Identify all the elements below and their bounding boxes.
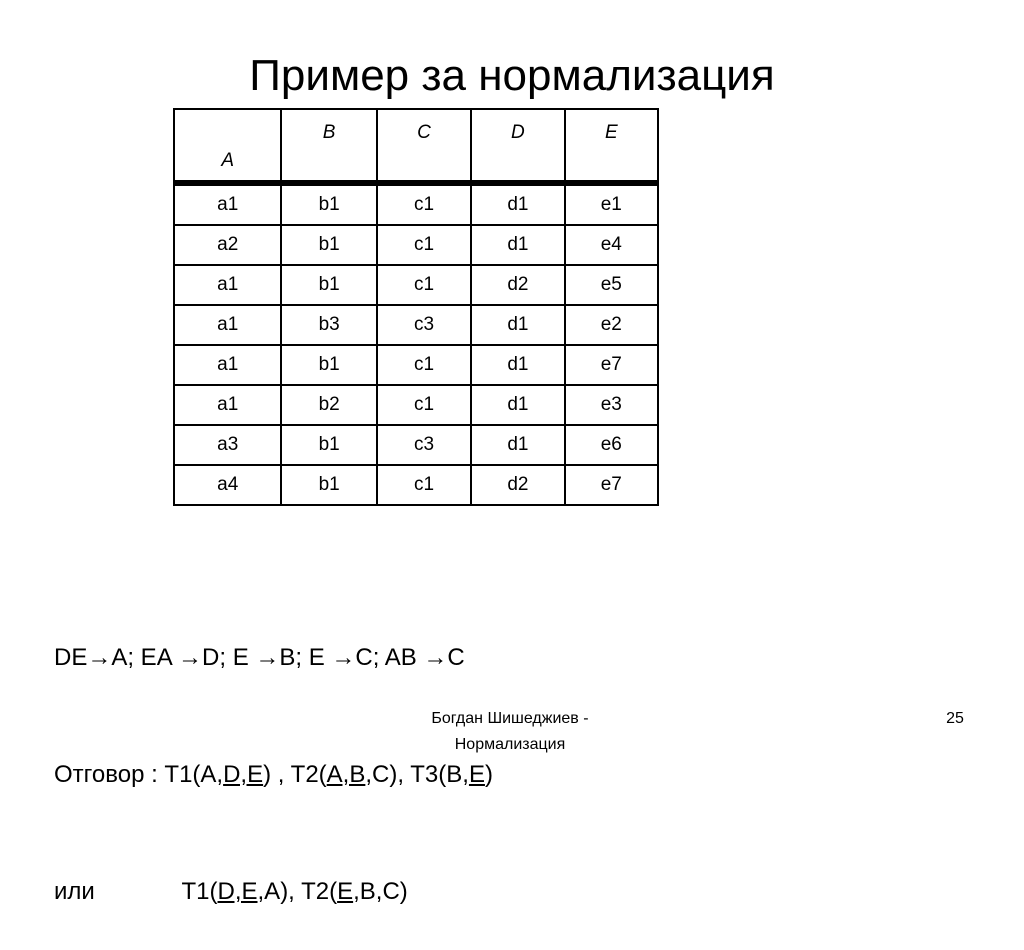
table-cell: e7 — [565, 465, 658, 505]
table-cell: b3 — [281, 305, 376, 345]
table-row — [174, 225, 658, 265]
text-segment: или T1( — [54, 878, 218, 905]
table-cell: b1 — [281, 265, 376, 305]
table-cell: c3 — [377, 425, 471, 465]
column-header-a: A — [174, 109, 281, 183]
text-segment: ,C), T3(B, — [365, 761, 469, 788]
table-cell: c3 — [377, 305, 471, 345]
table-cell: e6 — [565, 425, 658, 465]
text-segment: ) — [484, 761, 493, 788]
table-cell: b1 — [281, 183, 376, 225]
footer-topic: Нормализация — [454, 736, 566, 753]
table-cell: a1 — [174, 183, 281, 225]
slide-title: Пример за нормализация — [249, 51, 775, 100]
table-cell: a3 — [174, 425, 281, 465]
text-segment: ,B,C) — [353, 878, 408, 905]
table-cell: a2 — [174, 225, 281, 265]
table-cell: c1 — [377, 345, 471, 385]
column-header-d: D — [471, 109, 564, 183]
text-segment: ) , T2( — [263, 761, 327, 788]
table-cell: d1 — [471, 345, 564, 385]
table-cell: b2 — [281, 385, 376, 425]
table-row — [174, 465, 658, 505]
table-cell: c1 — [377, 183, 471, 225]
table-cell: a1 — [174, 265, 281, 305]
underlined-segment: E — [337, 878, 354, 905]
page-number: 25 — [946, 710, 964, 727]
dependencies-line: DE→A; EA →D; E →B; E →C; AB →C — [54, 644, 465, 671]
column-header-c: C — [377, 109, 471, 183]
table-cell: b1 — [281, 345, 376, 385]
table-cell: a1 — [174, 385, 281, 425]
answer-line — [54, 755, 493, 794]
table-row — [174, 183, 658, 225]
table-cell: c1 — [377, 225, 471, 265]
table-cell: e3 — [565, 385, 658, 425]
footer-text — [340, 706, 680, 758]
table-header-row — [174, 109, 658, 183]
alternative-line — [54, 872, 493, 911]
underlined-segment: A,B — [326, 761, 366, 788]
underlined-segment: D,E — [223, 761, 264, 788]
table-cell: b1 — [281, 465, 376, 505]
table-cell: e5 — [565, 265, 658, 305]
table-cell: d2 — [471, 265, 564, 305]
table-cell: c1 — [377, 265, 471, 305]
table-cell: e7 — [565, 345, 658, 385]
table-cell: c1 — [377, 465, 471, 505]
column-header-e: E — [565, 109, 658, 183]
table-cell: b1 — [281, 225, 376, 265]
table-cell: e2 — [565, 305, 658, 345]
text-segment: ,A), T2( — [257, 878, 338, 905]
table-row — [174, 345, 658, 385]
column-header-b: B — [281, 109, 376, 183]
table-cell: e1 — [565, 183, 658, 225]
table-cell: d1 — [471, 425, 564, 465]
table-row — [174, 265, 658, 305]
underlined-segment: D,E — [217, 878, 258, 905]
footer-author: Богдан Шишеджиев - — [431, 710, 589, 727]
table-cell: d1 — [471, 385, 564, 425]
table-cell: d1 — [471, 183, 564, 225]
table-cell: a4 — [174, 465, 281, 505]
table-cell: d1 — [471, 225, 564, 265]
table-row — [174, 385, 658, 425]
table-cell: b1 — [281, 425, 376, 465]
table-cell: c1 — [377, 385, 471, 425]
table-row — [174, 305, 658, 345]
table-cell: d2 — [471, 465, 564, 505]
table-cell: d1 — [471, 305, 564, 345]
underlined-segment: E — [468, 761, 485, 788]
table-cell: a1 — [174, 305, 281, 345]
table-cell: e4 — [565, 225, 658, 265]
table-cell: a1 — [174, 345, 281, 385]
text-segment: Отговор : T1(A, — [54, 761, 224, 788]
relation-table — [173, 108, 659, 506]
table-row — [174, 425, 658, 465]
